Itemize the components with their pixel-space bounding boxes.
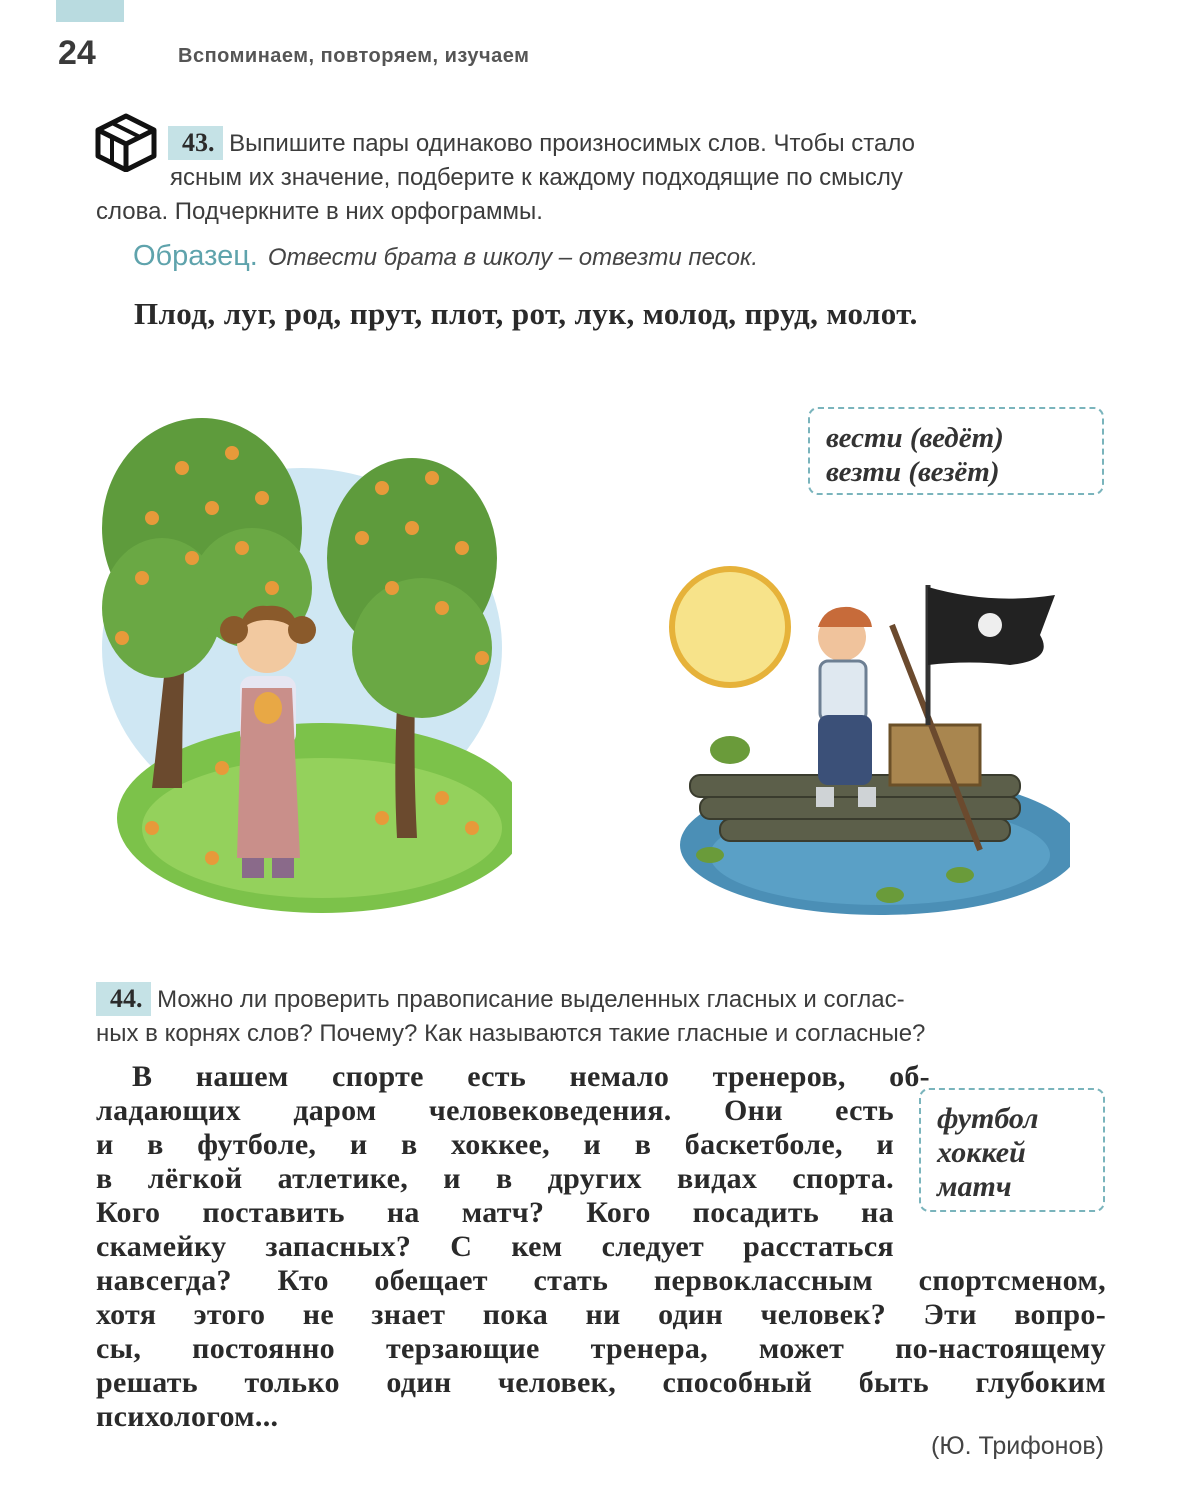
text-line: сы, постоянно терзающие тренера, может по-настоящему: [96, 1332, 1106, 1365]
text-line: психологом...: [96, 1400, 279, 1433]
task-43-line: слова. Подчеркните в них орфограммы.: [96, 198, 543, 225]
hint-line: хоккей: [937, 1136, 1026, 1169]
page-number: 24: [58, 34, 96, 72]
text-line: навсегда? Кто обещает стать первоклассным спортсменом,: [96, 1264, 1106, 1297]
exercise-43-task: [96, 126, 1106, 229]
task-43-line: Выпишите пары одинаково произносимых слов. Чтобы стало: [229, 130, 915, 157]
text-line: в лёгкой атлетике, и в других видах спорта.: [96, 1162, 894, 1195]
hint-line: матч: [937, 1170, 1012, 1203]
text-line: и в футболе, и в хоккее, и в баскетболе, и: [96, 1128, 894, 1161]
author-attribution: (Ю. Трифонов): [931, 1432, 1104, 1460]
text-line: хотя этого не знает пока ни один человек? Эти вопро-: [96, 1298, 1106, 1331]
sample: [133, 240, 758, 273]
hint-line: вести (ведёт): [826, 422, 1004, 454]
text-line: скамейку запасных? С кем следует расстаться: [96, 1230, 894, 1263]
exercise-43-words: Плод, луг, род, прут, плот, рот, лук, молод, пруд, молот.: [134, 296, 918, 331]
hint-box-44: [919, 1088, 1105, 1212]
page-corner-tab: [56, 0, 124, 22]
sample-label: Образец.: [133, 240, 258, 272]
girl-with-pear-trees-illustration: [92, 398, 512, 918]
exercise-44-task: [96, 982, 1106, 1051]
text-line: решать только один человек, способный быть глубоким: [96, 1366, 1106, 1399]
text-line: ладающих даром человековедения. Они есть: [96, 1094, 894, 1127]
hint-line: футбол: [937, 1102, 1039, 1135]
task-44-line: Можно ли проверить правописание выделенных гласных и соглас-: [157, 986, 905, 1013]
boy-on-raft-illustration: [660, 565, 1070, 925]
exercise-44-number: 44.: [96, 982, 151, 1016]
task-43-line: ясным их значение, подберите к каждому подходящие по смыслу: [170, 164, 903, 191]
text-line: В нашем спорте есть немало тренеров, об-: [132, 1060, 930, 1093]
sample-text: Отвести брата в школу – отвезти песок.: [267, 244, 758, 271]
hint-box-43: [808, 407, 1104, 495]
running-title: Вспоминаем, повторяем, изучаем: [178, 45, 530, 67]
exercise-43-number: 43.: [168, 126, 223, 160]
text-line: Кого поставить на матч? Кого посадить на: [96, 1196, 894, 1229]
task-44-line: ных в корнях слов? Почему? Как называются такие гласные и согласные?: [96, 1020, 926, 1047]
hint-line: везти (везёт): [826, 456, 1000, 488]
